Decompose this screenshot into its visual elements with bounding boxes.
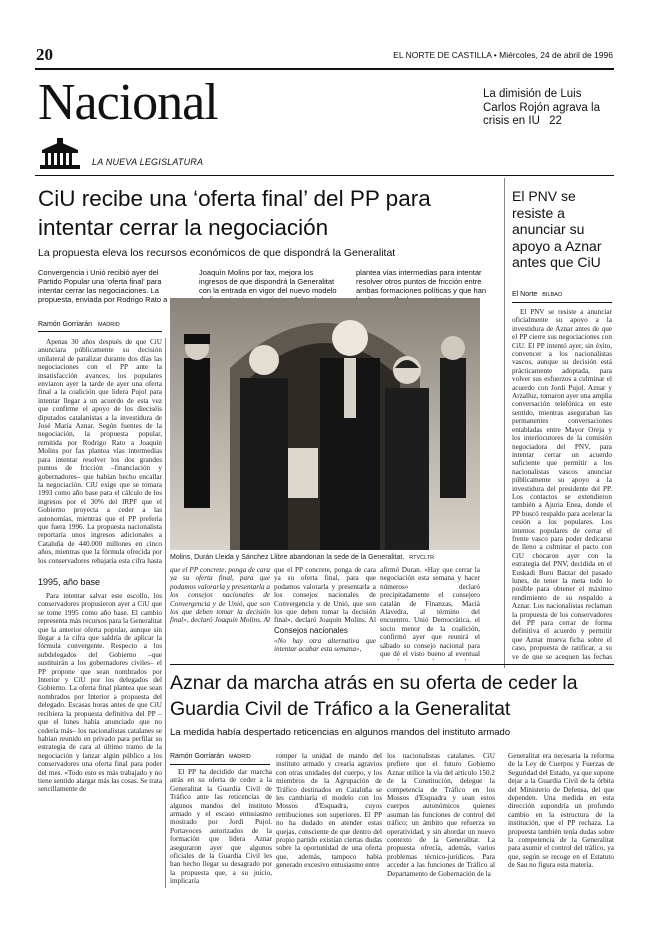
lead-summary-3: plantea vías intermedias para intentar resolver otros puntos de fricción entre ambas formaciones políticas y que han xyxy=(356,268,487,295)
second-col4: Generalitat era necesaria la reforma de la Ley de Cuerpos y Fuerzas de Seguridad del Estado, ya que supone dejar a la Guardia Civil de la órbita del Ministerio de Defensa, del que dependen. Una medida en esta dirección supondría un profundo cambio en la estructura de la institución, que el PP rechaza. La propuesta también tenía dudas sobre la competencia de la Generalitat para asumir el control del tráfico, ya que, según se recoge en el Estatuto de Sau no figura esta materia. xyxy=(508,752,614,870)
sidebar-byline xyxy=(512,290,562,300)
lead-col3b: que el PP concrete, ponga de cara ya su oferta final, para que podamos valorarla y presentarla a los consejos nacionales de Convergencia y de Unió, que son los que deben tomar la decisión final», declaró Joaquín Molins. Al xyxy=(274,566,376,624)
second-byline xyxy=(170,752,251,762)
second-col2: romper la unidad de mando del instituto armado y crearía agravios con otras unidades del cuerpo, y los miembros de la Agrupación de Tráfico destinados en Cataluña se les cambiaría el modelo con los Mossos d'Esquadra, cuyos retribuciones son superiores. El PP no ha dudado en atender estas quejas, consciente de que dentro del propio partido existían ciertas dudas sobre la oportunidad de una oferta que, además, tampoco había generado excesivo entusiasmo entre xyxy=(276,752,382,870)
second-headline[interactable]: Aznar da marcha atrás en su oferta de ceder la Guardia Civil de Tráfico a la Generalitat xyxy=(170,672,578,720)
congress-building-icon xyxy=(38,138,82,170)
lead-byline-city: MADRID xyxy=(98,322,120,328)
lead-byline-author: Ramón Gorriarán xyxy=(38,321,93,328)
second-story-rule xyxy=(170,664,614,665)
sidebar-body: El PNV se resiste a anunciar oficialmente su apoyo a la investidura de Aznar antes de que el PP cierre sus negociaciones con CiU. El PP intentó ayer, sin éxito, convencer a los nacionalistas vascos, aunque su decisión está prácticamente adoptada, para volver sus esfuerzos a culminar el acuerdo con Jordi Pujol. Aznar y Arzalluz, tomaron ayer una amplia conversación telefónica en este sentido, mientras aseguraban las permanentes conversaciones entabladas entre Mayor Oreja y los interlocutores de la comisión negociadora del PNV, para intentar cerrar un acuerdo suficiente que permitir a los nacionalistas vascos anunciar públicamente su apoyo a la investidura del presidente del PP. Los contactos se extendieron también a Ajuria Enea, donde el PP buscó respaldo para acelerar la cesión a los populares. Los intentos populares de cerrar el frente vasco para poder dedicarse de lleno a culminar el pacto con CiU chocaron ayer con la estrategia del PNV, decidida en el Euskadi Buru Batzar del pasado lunes, de tener la meta todo lo posible para obtener el máximo rendimiento de su respaldo a Aznar. Los nacionalistas reclaman la propuesta de los conservadores del PP para cerrar de forma definitiva el acuerdo y permitir que Aznar mueva ficha sobre el caso, propuesta de ratificar, a su ve de que se acequen las fechas xyxy=(512,308,612,660)
sidebar-byline-rule xyxy=(512,302,612,303)
sidebar-byline-author: El Norte xyxy=(512,291,538,298)
lead-col4: afirmó Duran. «Hay que cerrar la negociación esta semana y hacer números» declaró precipitadamente el consejero catalán de Finanzas, Macià Alavedra, al término del encuentro. Unió Democràtica, el socio menor de la coalición, confirmó ayer que reunirá el sábado su consejo nacional para que dé el visto bueno al eventual xyxy=(380,566,480,659)
section-title: Nacional xyxy=(38,74,218,131)
news-photo[interactable] xyxy=(170,298,480,550)
page-number: 20 xyxy=(36,45,53,64)
col-separator-a xyxy=(165,338,166,888)
sidebar-byline-city: BILBAO xyxy=(542,292,563,298)
section-rule xyxy=(35,175,614,176)
lead-headline[interactable]: CiU recibe una ‘oferta final’ del PP para intentar cerrar la negociación xyxy=(38,186,431,240)
second-byline-rule xyxy=(170,764,270,765)
photo-credit: RTVCLTR xyxy=(409,555,435,561)
lead-byline xyxy=(38,320,120,330)
teaser-box[interactable] xyxy=(483,88,613,129)
second-byline-author: Ramón Gorriarán xyxy=(170,753,225,760)
publication-date: EL NORTE DE CASTILLA • Miércoles, 24 de abril de 1996 xyxy=(393,50,613,60)
second-byline-city: MADRID xyxy=(229,754,251,760)
second-col3: los nacionalistas catalanes. CiU prefiere que el futuro Gobierno Aznar utilice la vía del artículo 150.2 de la Constitución, delegue la competencia de Tráfico en los Mossos d'Esquadra y sean estos cuerpos autonómicos quienes asuman las funciones de control del tráfico; un ámbito que refuerza su operatividad, y sin abordar un nuevo contexto de la Generalitat. La propuesta ofrecía, además, varios problemas técnico-jurídicos. Para acceder a las funciones de Tráfico al Departamento de Gobernación de la xyxy=(387,752,495,878)
col-separator-b xyxy=(504,178,505,668)
lead-col3: que el PP concrete, ponga de cara ya su oferta final, para que podamos valorarla y presentarla a los consejos nacionales de Convergencia y de Unió, que son los que deben tomar la decisión final», declaró Joaquín Molins. Al xyxy=(170,566,270,624)
lead-summary-2: Joaquín Molins por fax, mejora los ingresos de que dispondrá la Generalitat con la entrada en vigor del nuevo modelo xyxy=(199,268,337,295)
subsection-label: LA NUEVA LEGISLATURA xyxy=(92,157,204,167)
second-subhead: La medida había despertado reticencias en algunos mandos del instituto armado xyxy=(170,727,511,738)
teaser-text: La dimisión de Luis Carlos Rojón agrava la crisis en IU xyxy=(483,88,600,127)
lead-col2: Para intentar salvar este escollo, los conservadores propusieron ayer a CiU que se tome 1995 como año base. El cambio representa más recursos para la Generalitat que la anterior oferta popular, aunque sin llegar a la cifra que saldría de aplicar la fórmula convergente. Respecto a los subdelegados del Gobierno –que sustituirán a los gobernadores civiles– el PP propone que sean nombrados por Interior y CiU por los delegados del Gobierno. La oferta final plantea que sean nombrados por Interior a propuesta del delegado. Escasas horas antes de que CiU recibiera la propuesta definitiva del PP –que el lunes había anunciado que no cedería más– los nacionalistas catalanes se habían reunido en privado para perfilar su estrategia de cara al último tramo de la negociación y lanzar algún público a los conservadores una oferta final para poder del mes. «Todo esto es más trabajado y no tiene sentido alargar más las cosas. Se trata sencillamente de xyxy=(38,592,162,794)
photo-caption xyxy=(170,553,480,563)
lead-col1: Apenas 30 años después de que CiU anunciara públicamente su decisión unilateral de paralizar durante dos días las negociaciones con el PP ante la insatisfacción avances, los populares enviaron ayer la tarde de ayer una oferta final a la coalición que lidera Pujol para intentar llegar a un acuerdo de esta vez que confirme el apoyo de los dieciséis diputados catalanistas a la investidura de José María Aznar. Según fuentes de la negociación, la propuesta popular, remitida por Rodrigo Rato a Joaquín Molins por fax plantea vías intermedias para intentar resolver los dos grandes puntos de fricción –financiación y gobernadores– que habían hecho encallar la negociación. CiU exige que se tomara 1993 como año base para el cálculo de los ingresos por el 30% del IRPF que el Gobierno proyecta a ceder a las autonomías, mientras que el PP prefería que fuera 1996. La propuesta nacionalista reportaría unos ingresos adicionales a Cataluña de 440.000 millones en cinco años, mientras que la fórmula ofrecida por los conservadores rebajaría esta cifra hasta xyxy=(38,338,162,565)
lead-subhead: La propuesta eleva los recursos económicos de que dispondrá la Generalitat xyxy=(38,247,396,259)
subhead-1995: 1995, año base xyxy=(38,577,101,587)
photo-caption-text: Molins, Durán Lleida y Sánchez Llibre abandonan la sede de la Generalitat. xyxy=(170,554,405,561)
subhead-consejos: Consejos nacionales xyxy=(274,626,348,635)
lead-col3-end: «No hay otra alternativa que intentar acabar esta semana», xyxy=(274,637,376,654)
second-col1: El PP ha decidido dar marcha atrás en su oferta de ceder a la Generalitat la Guardia Civil de Tráfico ante las reticencias de algunos mandos del instituto armado y el escaso entusiasmo mostrado por Jordi Pujol. Portavoces autorizados de la formación que lidera Aznar aseguraron ayer que algunos oficiales de la Guardia Civil les han hecho llegar su desagrado por la propuesta que, a su juicio, implicaría xyxy=(170,768,272,886)
header-rule xyxy=(35,68,614,70)
lead-summary-1: Convergencia i Unió recibió ayer del Partido Popular una ‘oferta final’ para intentar cerrar las negociaciones. La propuesta, enviada por Rodrigo Rato a xyxy=(38,268,168,304)
teaser-page: 22 xyxy=(549,115,562,127)
sidebar-headline[interactable]: El PNV se resiste a anunciar su apoyo a Aznar antes que CiU xyxy=(512,188,602,270)
byline-rule xyxy=(38,331,162,332)
